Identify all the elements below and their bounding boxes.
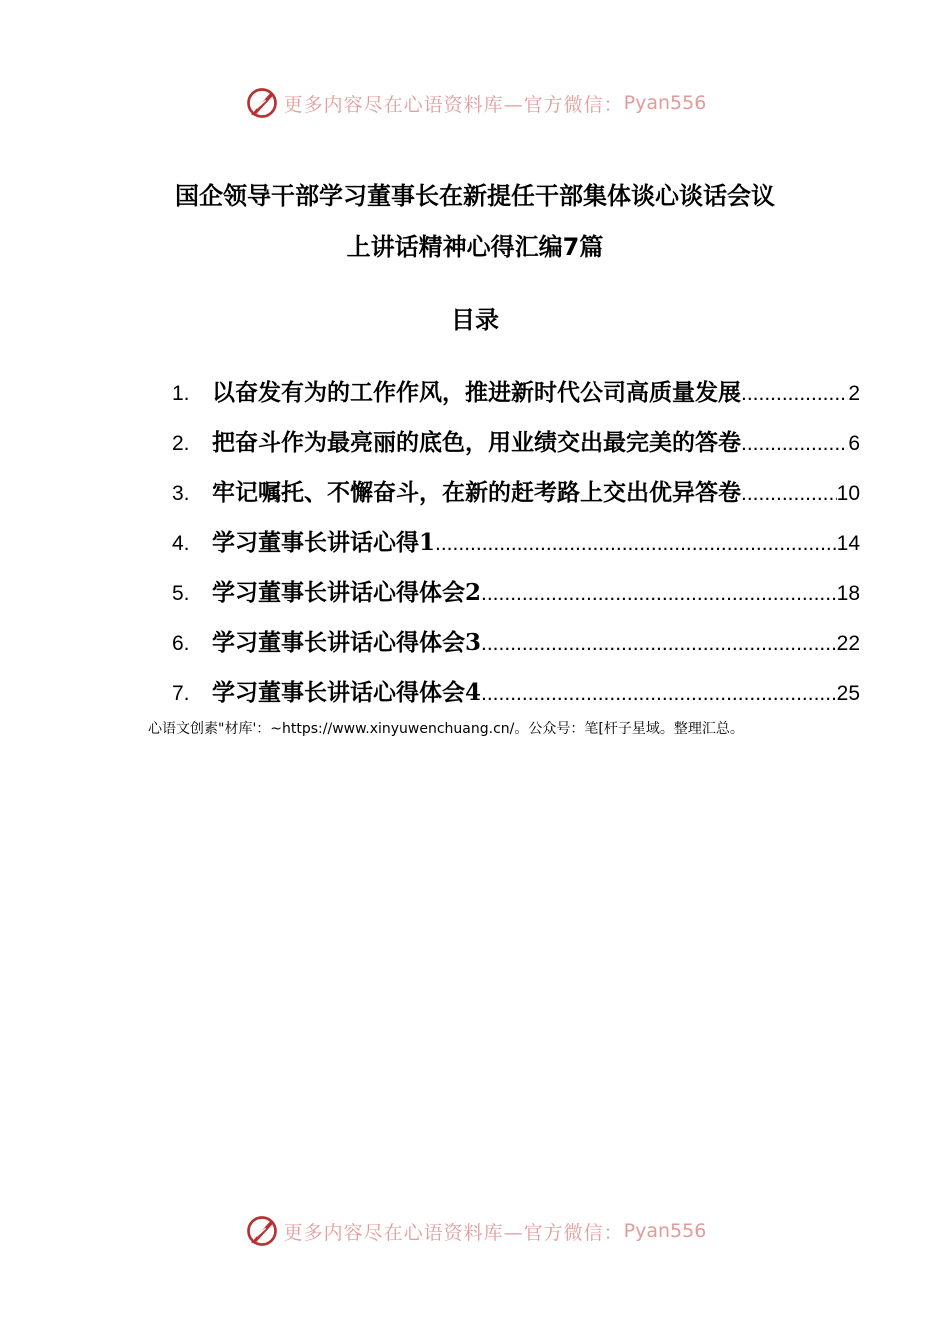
toc-heading: 目录 xyxy=(451,306,499,334)
source-footnote: 心语文创素"材库'：~https://www.xinyuwenchuang.cn/。公众号：笔[杆子星域。整理汇总。 xyxy=(148,721,744,737)
toc-page-number: 25 xyxy=(836,682,860,705)
document-title-line1: 国企领导干部学习董事长在新提任干部集体谈心谈话会议 xyxy=(175,182,775,210)
toc-leader-dots xyxy=(481,674,837,714)
toc-item-7[interactable] xyxy=(172,673,860,723)
toc-page-number: 22 xyxy=(836,632,860,655)
toc-entry-text: 学习董事长讲话心得体会3 xyxy=(212,629,482,656)
toc-entry-text: 学习董事长讲话心得1 xyxy=(212,529,436,556)
toc-page-number: 18 xyxy=(836,582,860,605)
toc-number: 6. xyxy=(172,632,190,655)
toc-entry-text: 把奋斗作为最亮丽的底色，用业绩交出最完美的答卷 xyxy=(212,429,741,456)
toc-number: 7. xyxy=(172,682,190,705)
toc-leader-dots xyxy=(481,574,837,614)
toc-number: 4. xyxy=(172,532,190,555)
footer-banner xyxy=(0,1211,950,1251)
toc-number: 3. xyxy=(172,482,190,505)
quill-pen-logo-icon xyxy=(244,85,280,121)
toc-leader-dots xyxy=(741,374,848,414)
toc-page-number: 14 xyxy=(836,532,860,555)
toc-number: 2. xyxy=(172,432,190,455)
toc-item-4[interactable] xyxy=(172,523,860,573)
toc-leader-dots xyxy=(741,424,848,464)
toc-entry-text: 牢记嘱托、不懈奋斗，在新的赶考路上交出优异答卷 xyxy=(212,479,741,506)
quill-pen-logo-icon xyxy=(244,1213,280,1249)
toc-number: 1. xyxy=(172,382,190,405)
toc-leader-dots xyxy=(481,624,837,664)
banner-text: 更多内容尽在心语资料库—官方微信： xyxy=(283,93,624,116)
toc-leader-dots xyxy=(741,474,837,514)
toc-item-2[interactable] xyxy=(172,423,860,473)
toc-entry-text: 学习董事长讲话心得体会4 xyxy=(212,679,482,706)
toc-page-number: 10 xyxy=(836,482,860,505)
wechat-id: Pyan556 xyxy=(623,92,707,114)
toc-leader-dots xyxy=(435,524,837,564)
toc-item-6[interactable] xyxy=(172,623,860,673)
toc-item-5[interactable] xyxy=(172,573,860,623)
toc-entry-text: 学习董事长讲话心得体会2 xyxy=(212,579,482,606)
toc-page-number: 2 xyxy=(848,382,860,405)
toc-item-3[interactable] xyxy=(172,473,860,523)
header-banner xyxy=(0,83,950,123)
toc-item-1[interactable] xyxy=(172,373,860,423)
table-of-contents xyxy=(172,373,860,723)
document-title-line2: 上讲话精神心得汇编7篇 xyxy=(346,233,604,261)
banner-text: 更多内容尽在心语资料库—官方微信： xyxy=(283,1221,624,1244)
toc-entry-text: 以奋发有为的工作作风，推进新时代公司高质量发展 xyxy=(212,379,741,406)
toc-number: 5. xyxy=(172,582,190,605)
toc-page-number: 6 xyxy=(848,432,860,455)
wechat-id: Pyan556 xyxy=(623,1220,707,1242)
